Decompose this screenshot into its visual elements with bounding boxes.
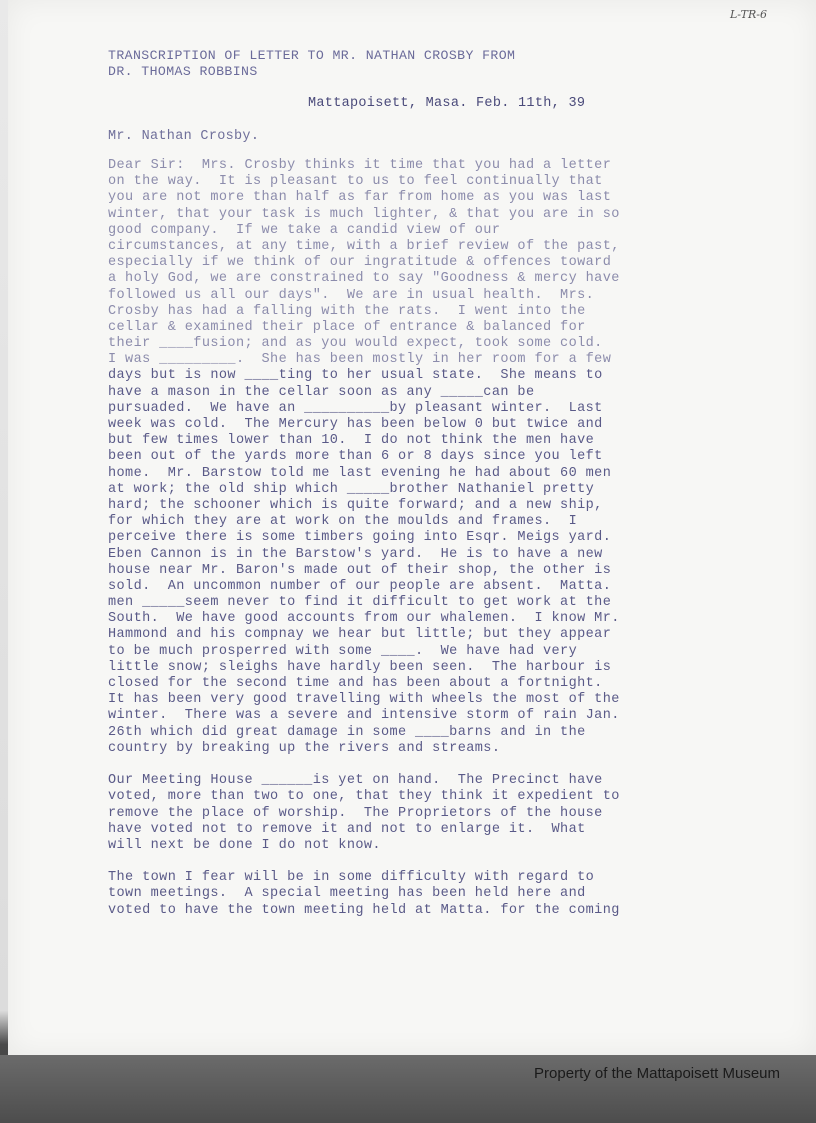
letter-line: cellar & examined their place of entrance & balanced for: [108, 319, 586, 335]
letter-line: It has been very good travelling with wheels the most of the: [108, 692, 620, 708]
letter-line: for which they are at work on the moulds and frames. I: [108, 514, 578, 530]
letter-line: you are not more than half as far from home as you was last: [108, 190, 612, 206]
letter-line: winter. There was a severe and intensive storm of rain Jan.: [108, 708, 620, 724]
letter-line: home. Mr. Barstow told me last evening he had about 60 men: [108, 465, 612, 481]
letter-line: town meetings. A special meeting has been held here and: [108, 886, 586, 902]
letter-line: especially if we think of our ingratitude & offences toward: [108, 255, 612, 271]
letter-line: South. We have good accounts from our whalemen. I know Mr.: [108, 611, 620, 627]
letter-line: voted to have the town meeting held at Matta. for the coming: [108, 902, 620, 918]
letter-line: closed for the second time and has been about a fortnight.: [108, 676, 603, 691]
letter-line: been out of the yards more than 6 or 8 days since you left: [108, 449, 603, 465]
letter-line: The town I fear will be in some difficulty with regard to: [108, 870, 595, 886]
letter-line: will next be done I do not know.: [108, 837, 381, 853]
letter-line: remove the place of worship. The Proprietors of the house: [108, 805, 603, 821]
letter-line: sold. An uncommon number of our people are absent. Matta.: [108, 578, 612, 594]
letter-line: to be much prosperred with some ____. We have had very: [108, 643, 578, 659]
letter-line: pursuaded. We have an __________by pleasant winter. Last: [108, 400, 603, 416]
letter-line: Crosby has had a falling with the rats. I went into the: [108, 303, 586, 319]
letter-line: men _____seem never to find it difficult to get work at the: [108, 595, 612, 611]
letter-line: little snow; sleighs have hardly been seen. The harbour is: [108, 659, 612, 675]
letter-line: followed us all our days". We are in usual health. Mrs.: [108, 287, 595, 303]
letter-line: Our Meeting House ______is yet on hand. The Precinct have: [108, 773, 603, 789]
letter-line: country by breaking up the rivers and streams.: [108, 740, 501, 756]
museum-ownership-note: Property of the Mattapoisett Museum: [534, 1065, 780, 1082]
letter-line: hard; the schooner which is quite forward; and a new ship,: [108, 497, 603, 513]
paragraph-gap: [108, 757, 708, 773]
letter-line: have voted not to remove it and not to enlarge it. What: [108, 821, 586, 837]
letter-line: I was _________. She has been mostly in her room for a few: [108, 352, 612, 368]
letter-line: circumstances, at any time, with a brief review of the past,: [108, 238, 620, 254]
letter-line: 26th which did great damage in some ____barns and in the: [108, 724, 586, 740]
document-title-line-2: DR. THOMAS ROBBINS: [108, 64, 258, 79]
letter-line: perceive there is some timbers going into Esqr. Meigs yard.: [108, 530, 612, 546]
letter-line: have a mason in the cellar soon as any _____can be: [108, 384, 535, 400]
letter-line: week was cold. The Mercury has been below 0 but twice and: [108, 417, 603, 432]
letter-line: days but is now ____ting to her usual state. She means to: [108, 368, 603, 384]
letter-line: their ____fusion; and as you would expect, took some cold.: [108, 336, 603, 352]
letter-line: good company. If we take a candid view of our: [108, 222, 501, 238]
letter-line: Eben Cannon is in the Barstow's yard. He is to have a new: [108, 546, 603, 562]
letter-line: but few times lower than 10. I do not think the men have: [108, 433, 595, 449]
letter-salutation: Mr. Nathan Crosby.: [108, 129, 260, 144]
letter-line: voted, more than two to one, that they think it expedient to: [108, 789, 620, 805]
letter-line: Dear Sir: Mrs. Crosby thinks it time that you had a letter: [108, 158, 612, 173]
paragraph-gap: [108, 854, 708, 870]
letter-line: at work; the old ship which _____brother Nathaniel pretty: [108, 481, 595, 497]
document-title-line-1: TRANSCRIPTION OF LETTER TO MR. NATHAN CROSBY FROM: [108, 48, 516, 63]
letter-line: house near Mr. Baron's made out of their shop, the other is: [108, 562, 612, 578]
catalog-mark: L-TR-6: [730, 8, 767, 21]
letter-line: winter, that your task is much lighter, & that you are in so: [108, 206, 620, 222]
letter-line: a holy God, we are constrained to say "Goodness & mercy have: [108, 271, 620, 287]
letter-body: [108, 158, 708, 919]
letter-line: on the way. It is pleasant to us to feel continually that: [108, 174, 603, 190]
letter-dateline: Mattapoisett, Masa. Feb. 11th, 39: [308, 96, 586, 111]
letter-line: Hammond and his compnay we hear but little; but they appear: [108, 627, 612, 643]
